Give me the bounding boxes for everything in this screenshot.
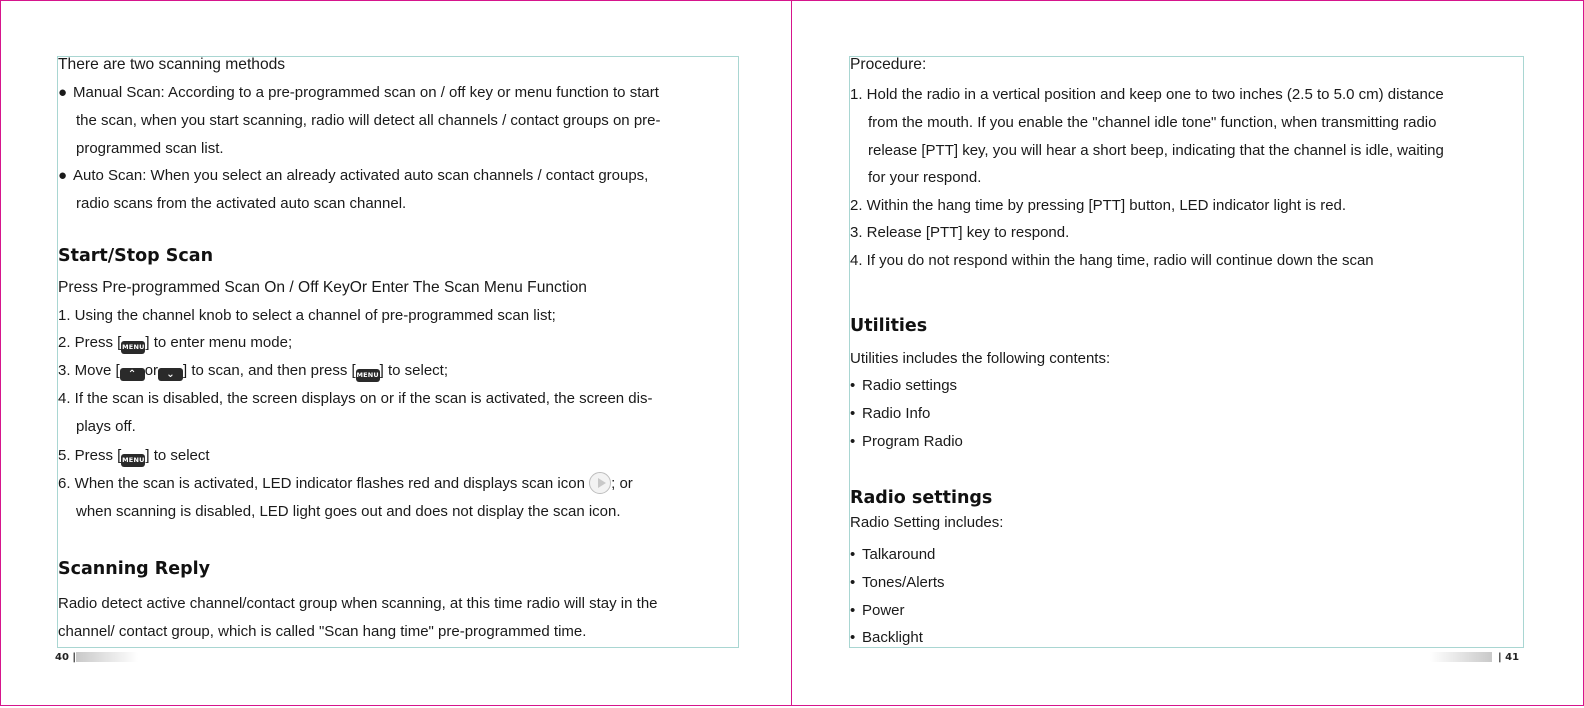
- scanning-reply-line-1: Radio detect active channel/contact group when scanning, at this time radio will stay in the: [58, 595, 658, 612]
- bullet-icon: •: [850, 602, 856, 619]
- utilities-heading: Utilities: [850, 316, 928, 336]
- step-6-line-1: 6. When the scan is activated, LED indicator flashes red and displays scan icon ; or: [58, 470, 633, 498]
- press-scan-key-line: Press Pre-programmed Scan On / Off KeyOr Enter The Scan Menu Function: [58, 279, 587, 296]
- bullet-icon: ●: [58, 84, 68, 101]
- scan-play-icon: [589, 472, 611, 494]
- menu-key-icon: MENU: [356, 369, 380, 382]
- right-content-frame: [849, 56, 1524, 648]
- up-arrow-key-icon: ⌃: [120, 368, 145, 381]
- step-3: 3. Move [ ⌃ or ⌄ ] to scan, and then press [MENU] to select;: [58, 362, 449, 380]
- procedure-step-1-line-4: for your respond.: [868, 169, 982, 186]
- utilities-intro: Utilities includes the following contents:: [850, 350, 1111, 367]
- menu-key-icon: MENU: [121, 454, 145, 467]
- manual-scan-line-1: ● Manual Scan: According to a pre-programmed scan on / off key or menu function to start: [58, 79, 659, 107]
- utilities-item-program-radio: • Program Radio: [850, 428, 963, 456]
- radio-settings-item-talkaround: • Talkaround: [850, 541, 935, 569]
- procedure-step-1-line-3: release [PTT] key, you will hear a short beep, indicating that the channel is idle, waiting: [868, 142, 1444, 159]
- step-6-line-2: when scanning is disabled, LED light goes out and does not display the scan icon.: [76, 503, 621, 520]
- step-2: 2. Press [MENU] to enter menu mode;: [58, 329, 292, 357]
- left-page: [0, 0, 792, 706]
- procedure-step-1-line-1: 1. Hold the radio in a vertical position and keep one to two inches (2.5 to 5.0 cm) distance: [850, 86, 1444, 103]
- right-content: [850, 57, 1523, 647]
- utilities-item-radio-settings: • Radio settings: [850, 372, 957, 400]
- scan-methods-intro: There are two scanning methods: [58, 57, 286, 73]
- radio-settings-intro: Radio Setting includes:: [850, 514, 1004, 531]
- page-number-right: | 41: [1498, 652, 1520, 663]
- radio-settings-item-tones-alerts: • Tones/Alerts: [850, 569, 945, 597]
- bullet-icon: •: [850, 546, 856, 563]
- scanning-reply-line-2: channel/ contact group, which is called "Scan hang time" pre-programmed time.: [58, 623, 587, 640]
- bullet-icon: •: [850, 629, 856, 646]
- bullet-icon: •: [850, 574, 856, 591]
- manual-scan-line-2: the scan, when you start scanning, radio will detect all channels / contact groups on pre-: [76, 112, 661, 129]
- step-4-line-1: 4. If the scan is disabled, the screen displays on or if the scan is activated, the screen dis-: [58, 390, 653, 407]
- radio-settings-heading: Radio settings: [850, 488, 993, 508]
- auto-scan-line-2: radio scans from the activated auto scan channel.: [76, 195, 407, 212]
- radio-settings-item-power: • Power: [850, 597, 905, 625]
- utilities-item-radio-info: • Radio Info: [850, 400, 930, 428]
- menu-key-icon: MENU: [121, 341, 145, 354]
- procedure-heading: Procedure:: [850, 57, 927, 73]
- bullet-icon: •: [850, 405, 856, 422]
- step-4-line-2: plays off.: [76, 418, 136, 435]
- procedure-step-3: 3. Release [PTT] key to respond.: [850, 224, 1070, 241]
- procedure-step-2: 2. Within the hang time by pressing [PTT] button, LED indicator light is red.: [850, 197, 1347, 214]
- start-stop-scan-heading: Start/Stop Scan: [58, 246, 214, 266]
- procedure-step-4: 4. If you do not respond within the hang time, radio will continue down the scan: [850, 252, 1374, 269]
- left-content-frame: [57, 56, 739, 648]
- bullet-icon: ●: [58, 167, 68, 184]
- procedure-step-1-line-2: from the mouth. If you enable the "channel idle tone" function, when transmitting radio: [868, 114, 1437, 131]
- right-page: [791, 0, 1584, 706]
- bullet-icon: •: [850, 433, 856, 450]
- down-arrow-key-icon: ⌄: [158, 368, 183, 381]
- bullet-icon: •: [850, 377, 856, 394]
- scanning-reply-heading: Scanning Reply: [58, 559, 211, 579]
- folio-gradient-bar-left: [76, 652, 138, 662]
- page-number-left: 40 |: [55, 652, 77, 663]
- radio-settings-item-backlight: • Backlight: [850, 624, 923, 647]
- step-5: 5. Press [MENU] to select: [58, 442, 210, 470]
- step-1: 1. Using the channel knob to select a channel of pre-programmed scan list;: [58, 307, 556, 324]
- left-content: [58, 57, 738, 647]
- folio-gradient-bar-right: [1430, 652, 1492, 662]
- manual-scan-line-3: programmed scan list.: [76, 140, 224, 157]
- auto-scan-line-1: ● Auto Scan: When you select an already activated auto scan channels / contact groups,: [58, 162, 648, 190]
